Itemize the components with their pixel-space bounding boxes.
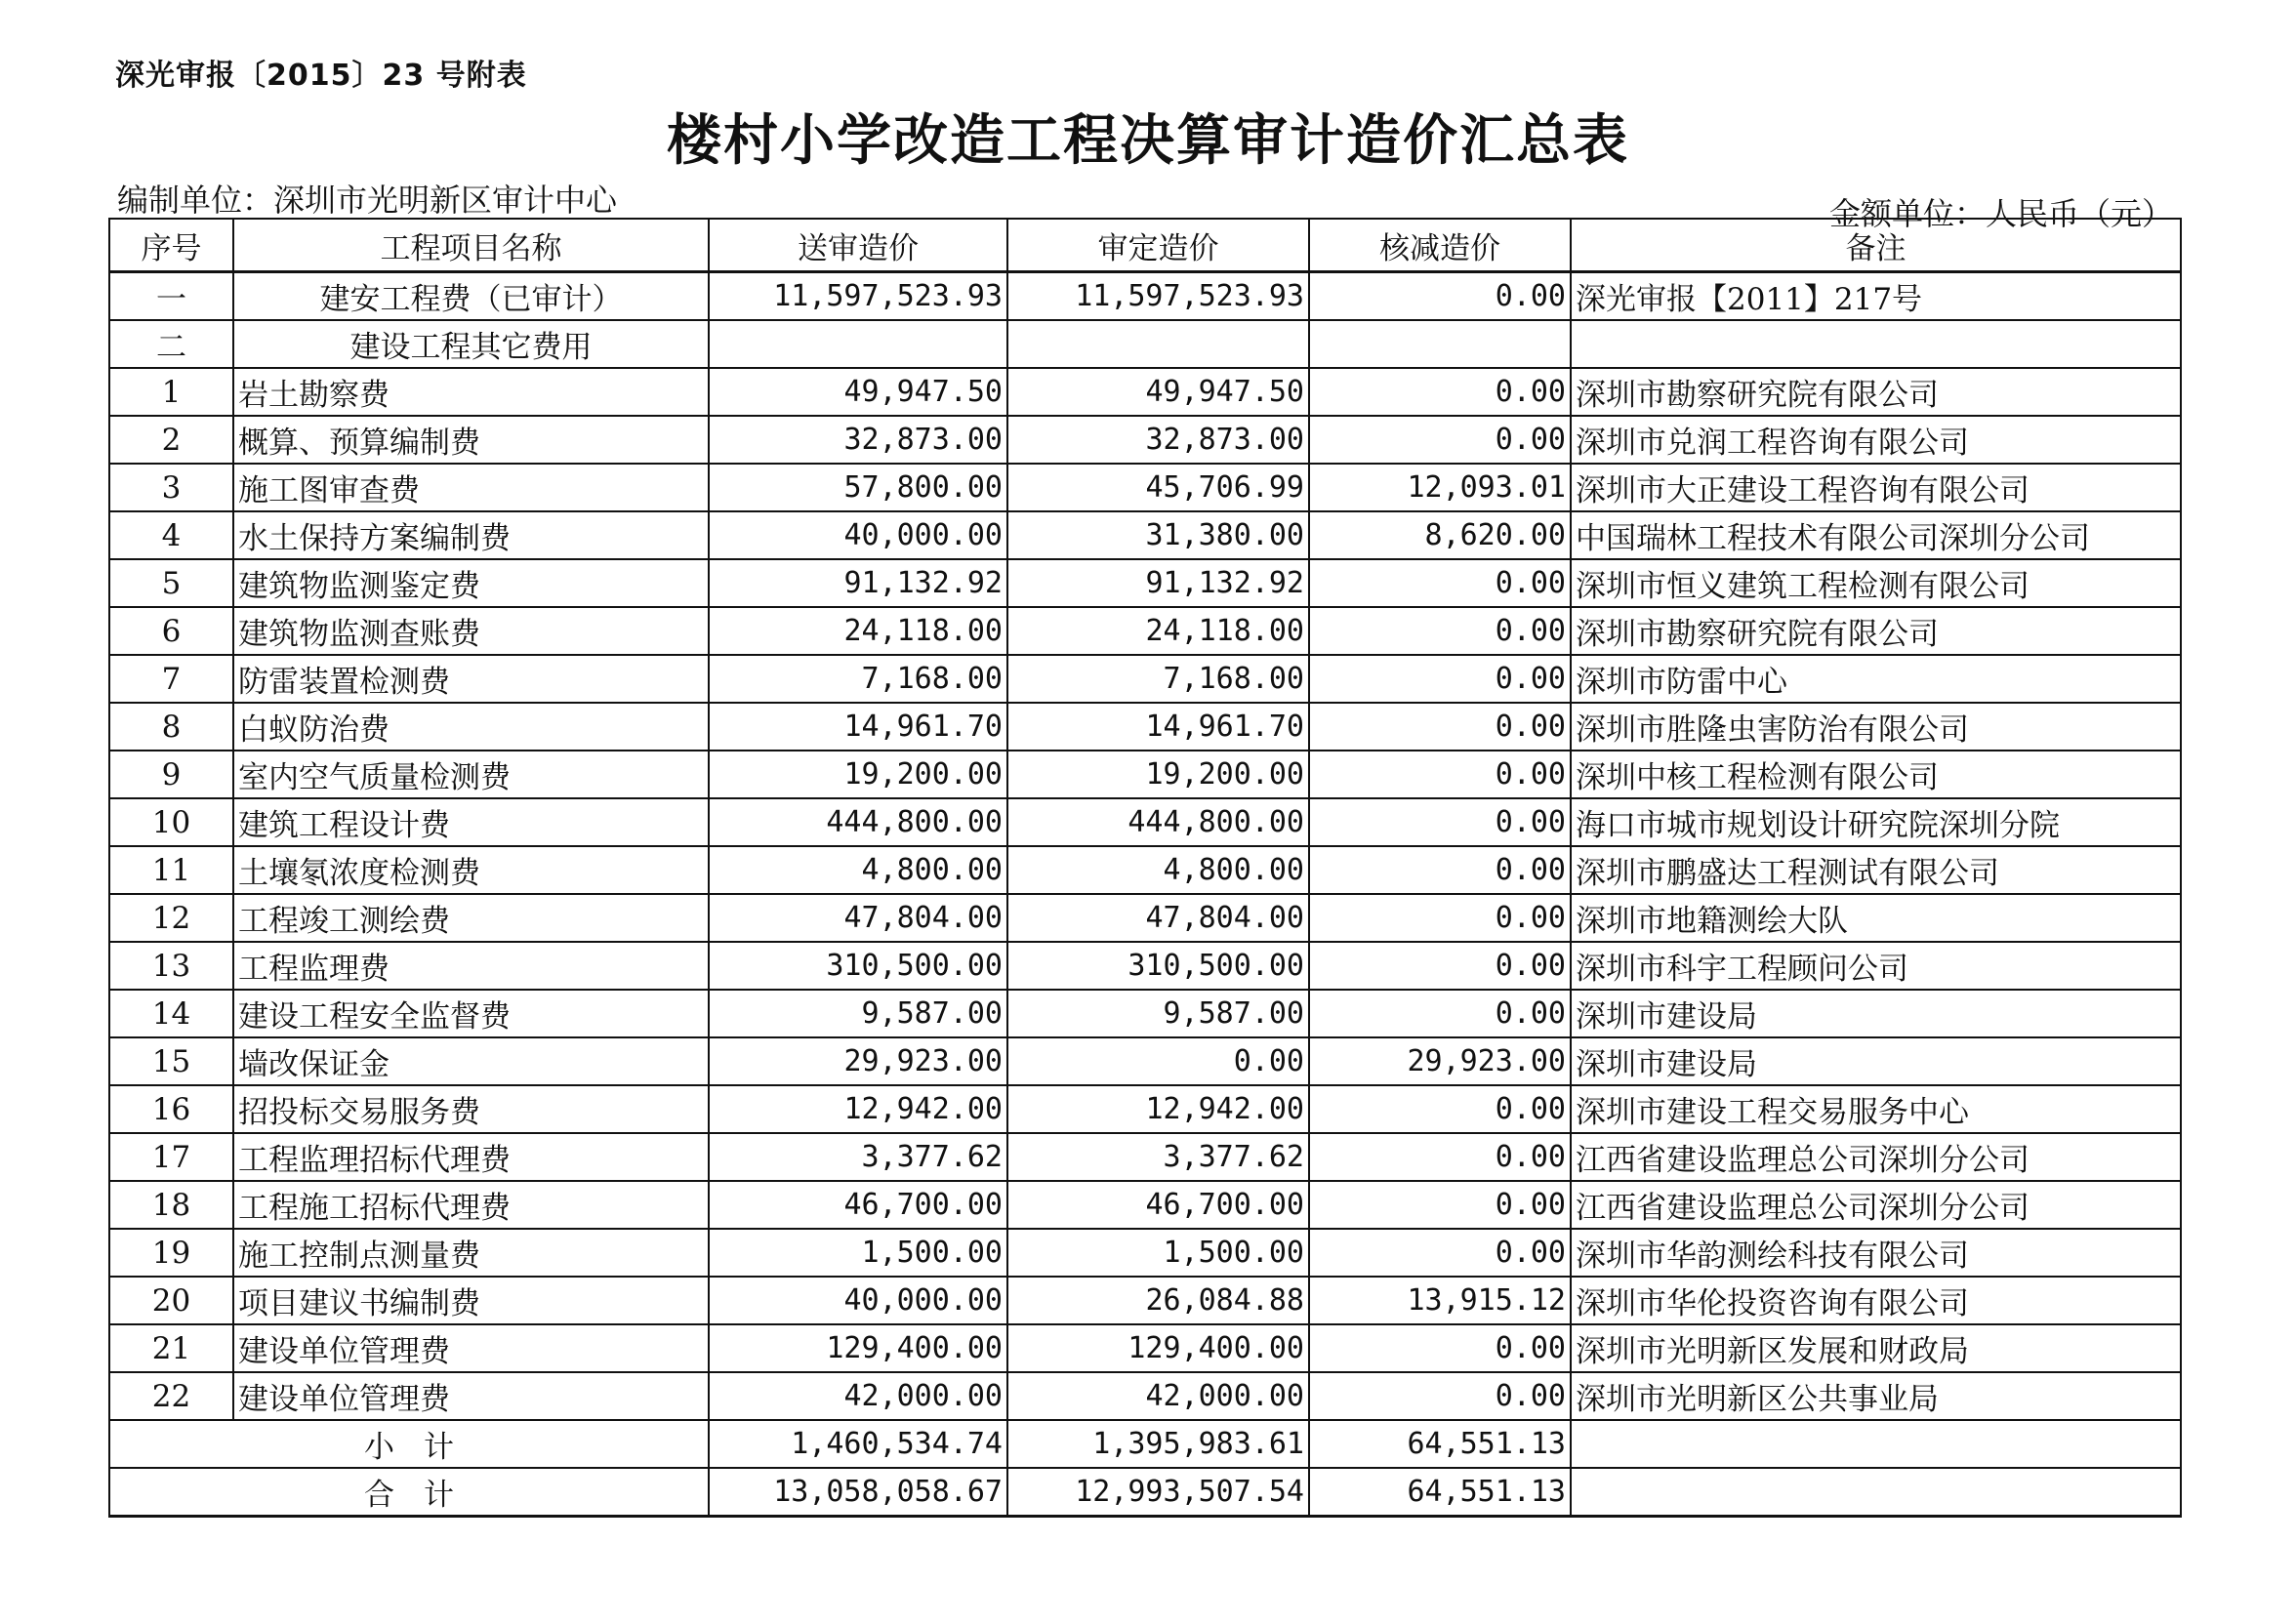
name-cell: 建筑工程设计费 xyxy=(233,798,709,846)
name-cell: 工程监理费 xyxy=(233,942,709,990)
submitted-cell: 32,873.00 xyxy=(709,416,1007,464)
table-row xyxy=(109,1085,2181,1133)
table-row xyxy=(109,1372,2181,1420)
approved-cell: 9,587.00 xyxy=(1007,990,1309,1037)
approved-cell: 310,500.00 xyxy=(1007,942,1309,990)
table-row xyxy=(109,511,2181,559)
table-row xyxy=(109,990,2181,1037)
submitted-cell: 57,800.00 xyxy=(709,464,1007,511)
seq-cell: 14 xyxy=(109,990,233,1037)
subtotal-note xyxy=(1571,1420,2181,1468)
note-cell: 深光审报【2011】217号 xyxy=(1571,272,2181,321)
subtotal-approved: 1,395,983.61 xyxy=(1007,1420,1309,1468)
name-cell: 墙改保证金 xyxy=(233,1037,709,1085)
reduced-cell: 0.00 xyxy=(1309,751,1571,798)
compiling-organization: 编制单位：深圳市光明新区审计中心 xyxy=(117,182,618,219)
seq-cell: 22 xyxy=(109,1372,233,1420)
seq-cell: 一 xyxy=(109,272,233,321)
subtotal-row xyxy=(109,1420,2181,1468)
note-cell: 深圳市建设局 xyxy=(1571,1037,2181,1085)
seq-cell: 4 xyxy=(109,511,233,559)
name-cell: 项目建议书编制费 xyxy=(233,1277,709,1324)
note-cell: 江西省建设监理总公司深圳分公司 xyxy=(1571,1181,2181,1229)
table-row xyxy=(109,368,2181,416)
name-cell: 建安工程费（已审计） xyxy=(233,272,709,321)
subtotal-label: 小计 xyxy=(109,1420,709,1468)
submitted-cell: 40,000.00 xyxy=(709,511,1007,559)
table-header-row xyxy=(109,219,2181,272)
reduced-cell xyxy=(1309,320,1571,368)
approved-cell: 14,961.70 xyxy=(1007,703,1309,751)
seq-cell: 8 xyxy=(109,703,233,751)
name-cell: 施工图审查费 xyxy=(233,464,709,511)
submitted-cell: 12,942.00 xyxy=(709,1085,1007,1133)
seq-cell: 16 xyxy=(109,1085,233,1133)
submitted-cell: 14,961.70 xyxy=(709,703,1007,751)
table-row xyxy=(109,798,2181,846)
table-row xyxy=(109,1277,2181,1324)
name-cell: 建筑物监测查账费 xyxy=(233,607,709,655)
name-cell: 建筑物监测鉴定费 xyxy=(233,559,709,607)
reduced-cell: 0.00 xyxy=(1309,1229,1571,1277)
submitted-cell: 7,168.00 xyxy=(709,655,1007,703)
seq-cell: 6 xyxy=(109,607,233,655)
seq-cell: 10 xyxy=(109,798,233,846)
reduced-cell: 0.00 xyxy=(1309,942,1571,990)
name-cell: 工程施工招标代理费 xyxy=(233,1181,709,1229)
note-cell: 深圳市建设局 xyxy=(1571,990,2181,1037)
approved-cell: 45,706.99 xyxy=(1007,464,1309,511)
submitted-cell: 47,804.00 xyxy=(709,894,1007,942)
name-cell: 概算、预算编制费 xyxy=(233,416,709,464)
name-cell: 水土保持方案编制费 xyxy=(233,511,709,559)
reduced-cell: 0.00 xyxy=(1309,1372,1571,1420)
submitted-cell: 42,000.00 xyxy=(709,1372,1007,1420)
seq-cell: 3 xyxy=(109,464,233,511)
submitted-cell: 11,597,523.93 xyxy=(709,272,1007,321)
reduced-cell: 0.00 xyxy=(1309,416,1571,464)
reduced-cell: 0.00 xyxy=(1309,846,1571,894)
approved-cell: 26,084.88 xyxy=(1007,1277,1309,1324)
note-cell: 深圳市华伦投资咨询有限公司 xyxy=(1571,1277,2181,1324)
name-cell: 岩土勘察费 xyxy=(233,368,709,416)
approved-cell: 24,118.00 xyxy=(1007,607,1309,655)
submitted-cell: 3,377.62 xyxy=(709,1133,1007,1181)
seq-cell: 12 xyxy=(109,894,233,942)
table-row xyxy=(109,751,2181,798)
reduced-cell: 0.00 xyxy=(1309,559,1571,607)
name-cell: 土壤氡浓度检测费 xyxy=(233,846,709,894)
col-header-approved: 审定造价 xyxy=(1007,219,1309,272)
approved-cell: 0.00 xyxy=(1007,1037,1309,1085)
submitted-cell: 19,200.00 xyxy=(709,751,1007,798)
note-cell: 深圳市华韵测绘科技有限公司 xyxy=(1571,1229,2181,1277)
seq-cell: 5 xyxy=(109,559,233,607)
approved-cell: 1,500.00 xyxy=(1007,1229,1309,1277)
name-cell: 施工控制点测量费 xyxy=(233,1229,709,1277)
total-submitted: 13,058,058.67 xyxy=(709,1468,1007,1517)
name-cell: 室内空气质量检测费 xyxy=(233,751,709,798)
approved-cell: 4,800.00 xyxy=(1007,846,1309,894)
submitted-cell: 4,800.00 xyxy=(709,846,1007,894)
table-row xyxy=(109,1133,2181,1181)
name-cell: 建设单位管理费 xyxy=(233,1372,709,1420)
note-cell: 深圳市兑润工程咨询有限公司 xyxy=(1571,416,2181,464)
approved-cell: 129,400.00 xyxy=(1007,1324,1309,1372)
approved-cell: 7,168.00 xyxy=(1007,655,1309,703)
total-label: 合计 xyxy=(109,1468,709,1517)
reduced-cell: 0.00 xyxy=(1309,1133,1571,1181)
section-row-construction xyxy=(109,272,2181,321)
table-row xyxy=(109,1229,2181,1277)
document-reference: 深光审报〔2015〕23 号附表 xyxy=(115,59,527,93)
reduced-cell: 0.00 xyxy=(1309,798,1571,846)
reduced-cell: 29,923.00 xyxy=(1309,1037,1571,1085)
table-row xyxy=(109,1037,2181,1085)
reduced-cell: 0.00 xyxy=(1309,894,1571,942)
name-cell: 建设工程其它费用 xyxy=(233,320,709,368)
reduced-cell: 0.00 xyxy=(1309,703,1571,751)
submitted-cell: 46,700.00 xyxy=(709,1181,1007,1229)
submitted-cell: 49,947.50 xyxy=(709,368,1007,416)
note-cell: 中国瑞林工程技术有限公司深圳分公司 xyxy=(1571,511,2181,559)
note-cell: 海口市城市规划设计研究院深圳分院 xyxy=(1571,798,2181,846)
seq-cell: 17 xyxy=(109,1133,233,1181)
table-row xyxy=(109,655,2181,703)
submitted-cell: 444,800.00 xyxy=(709,798,1007,846)
reduced-cell: 0.00 xyxy=(1309,990,1571,1037)
submitted-cell: 129,400.00 xyxy=(709,1324,1007,1372)
reduced-cell: 0.00 xyxy=(1309,1181,1571,1229)
seq-cell: 13 xyxy=(109,942,233,990)
reduced-cell: 0.00 xyxy=(1309,1085,1571,1133)
note-cell: 深圳市建设工程交易服务中心 xyxy=(1571,1085,2181,1133)
name-cell: 白蚁防治费 xyxy=(233,703,709,751)
seq-cell: 19 xyxy=(109,1229,233,1277)
note-cell: 深圳市光明新区公共事业局 xyxy=(1571,1372,2181,1420)
name-cell: 防雷装置检测费 xyxy=(233,655,709,703)
seq-cell: 1 xyxy=(109,368,233,416)
col-header-seq: 序号 xyxy=(109,219,233,272)
reduced-cell: 8,620.00 xyxy=(1309,511,1571,559)
name-cell: 工程竣工测绘费 xyxy=(233,894,709,942)
seq-cell: 11 xyxy=(109,846,233,894)
seq-cell: 20 xyxy=(109,1277,233,1324)
table-row xyxy=(109,464,2181,511)
submitted-cell xyxy=(709,320,1007,368)
note-cell: 深圳市勘察研究院有限公司 xyxy=(1571,607,2181,655)
note-cell: 深圳市防雷中心 xyxy=(1571,655,2181,703)
table-row xyxy=(109,1181,2181,1229)
note-cell: 深圳市大正建设工程咨询有限公司 xyxy=(1571,464,2181,511)
seq-cell: 7 xyxy=(109,655,233,703)
total-row xyxy=(109,1468,2181,1517)
table-row xyxy=(109,942,2181,990)
reduced-cell: 13,915.12 xyxy=(1309,1277,1571,1324)
note-cell: 深圳市勘察研究院有限公司 xyxy=(1571,368,2181,416)
reduced-cell: 0.00 xyxy=(1309,272,1571,321)
table-row xyxy=(109,559,2181,607)
total-note xyxy=(1571,1468,2181,1517)
total-reduced: 64,551.13 xyxy=(1309,1468,1571,1517)
reduced-cell: 12,093.01 xyxy=(1309,464,1571,511)
currency-unit: 金额单位：人民币（元） xyxy=(1828,195,2173,232)
seq-cell: 21 xyxy=(109,1324,233,1372)
submitted-cell: 1,500.00 xyxy=(709,1229,1007,1277)
section-row-other-costs xyxy=(109,320,2181,368)
approved-cell: 19,200.00 xyxy=(1007,751,1309,798)
reduced-cell: 0.00 xyxy=(1309,607,1571,655)
name-cell: 招投标交易服务费 xyxy=(233,1085,709,1133)
col-header-note: 备注 xyxy=(1571,219,2181,272)
note-cell: 深圳市地籍测绘大队 xyxy=(1571,894,2181,942)
total-approved: 12,993,507.54 xyxy=(1007,1468,1309,1517)
submitted-cell: 24,118.00 xyxy=(709,607,1007,655)
submitted-cell: 91,132.92 xyxy=(709,559,1007,607)
approved-cell: 11,597,523.93 xyxy=(1007,272,1309,321)
page-title: 楼村小学改造工程决算审计造价汇总表 xyxy=(667,109,1629,173)
note-cell: 深圳市胜隆虫害防治有限公司 xyxy=(1571,703,2181,751)
name-cell: 工程监理招标代理费 xyxy=(233,1133,709,1181)
note-cell xyxy=(1571,320,2181,368)
approved-cell: 42,000.00 xyxy=(1007,1372,1309,1420)
note-cell: 深圳市科宇工程顾问公司 xyxy=(1571,942,2181,990)
approved-cell: 32,873.00 xyxy=(1007,416,1309,464)
reduced-cell: 0.00 xyxy=(1309,655,1571,703)
approved-cell: 444,800.00 xyxy=(1007,798,1309,846)
approved-cell: 31,380.00 xyxy=(1007,511,1309,559)
subtotal-submitted: 1,460,534.74 xyxy=(709,1420,1007,1468)
submitted-cell: 9,587.00 xyxy=(709,990,1007,1037)
note-cell: 深圳市鹏盛达工程测试有限公司 xyxy=(1571,846,2181,894)
approved-cell: 47,804.00 xyxy=(1007,894,1309,942)
note-cell: 深圳市恒义建筑工程检测有限公司 xyxy=(1571,559,2181,607)
name-cell: 建设工程安全监督费 xyxy=(233,990,709,1037)
reduced-cell: 0.00 xyxy=(1309,1324,1571,1372)
seq-cell: 18 xyxy=(109,1181,233,1229)
col-header-reduced: 核减造价 xyxy=(1309,219,1571,272)
table-row xyxy=(109,1324,2181,1372)
table-row xyxy=(109,846,2181,894)
seq-cell: 2 xyxy=(109,416,233,464)
note-cell: 深圳中核工程检测有限公司 xyxy=(1571,751,2181,798)
approved-cell: 12,942.00 xyxy=(1007,1085,1309,1133)
submitted-cell: 40,000.00 xyxy=(709,1277,1007,1324)
submitted-cell: 310,500.00 xyxy=(709,942,1007,990)
approved-cell: 3,377.62 xyxy=(1007,1133,1309,1181)
table-row xyxy=(109,703,2181,751)
approved-cell: 91,132.92 xyxy=(1007,559,1309,607)
approved-cell xyxy=(1007,320,1309,368)
reduced-cell: 0.00 xyxy=(1309,368,1571,416)
note-cell: 深圳市光明新区发展和财政局 xyxy=(1571,1324,2181,1372)
approved-cell: 46,700.00 xyxy=(1007,1181,1309,1229)
name-cell: 建设单位管理费 xyxy=(233,1324,709,1372)
table-row xyxy=(109,416,2181,464)
col-header-name: 工程项目名称 xyxy=(233,219,709,272)
submitted-cell: 29,923.00 xyxy=(709,1037,1007,1085)
note-cell: 江西省建设监理总公司深圳分公司 xyxy=(1571,1133,2181,1181)
audit-summary-table xyxy=(108,218,2182,1518)
approved-cell: 49,947.50 xyxy=(1007,368,1309,416)
table-row xyxy=(109,607,2181,655)
subtotal-reduced: 64,551.13 xyxy=(1309,1420,1571,1468)
seq-cell: 9 xyxy=(109,751,233,798)
table-row xyxy=(109,894,2181,942)
seq-cell: 15 xyxy=(109,1037,233,1085)
seq-cell: 二 xyxy=(109,320,233,368)
col-header-submitted: 送审造价 xyxy=(709,219,1007,272)
